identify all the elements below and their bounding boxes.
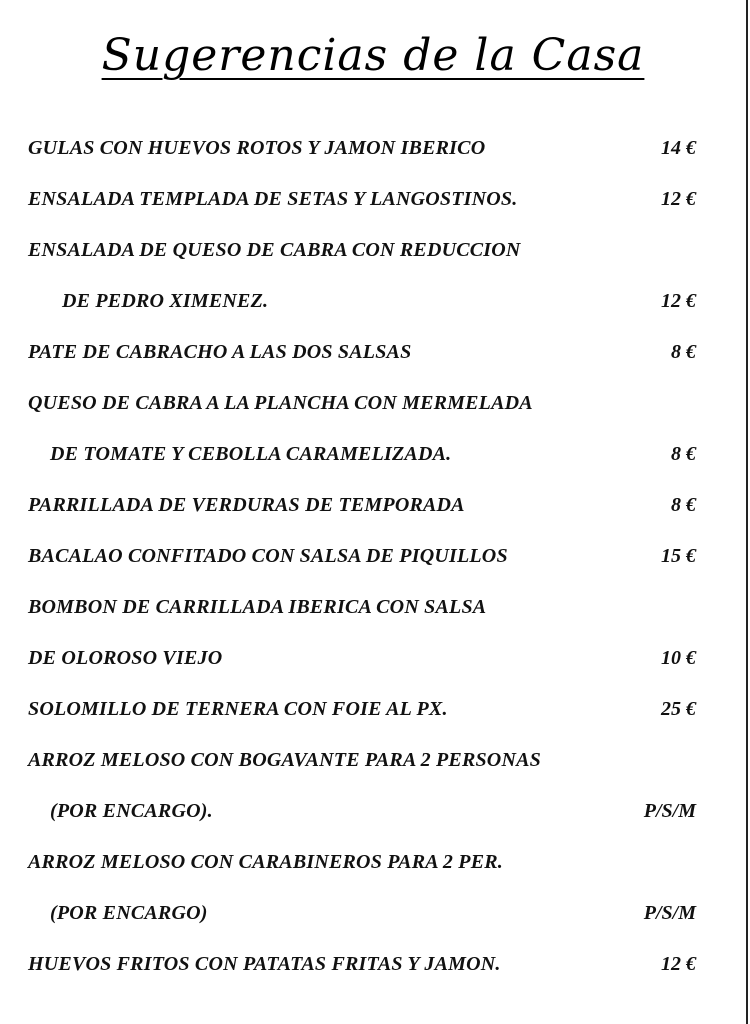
menu-item-price: 8 € <box>671 443 696 465</box>
menu-item-ensalada-queso-cont <box>0 290 748 320</box>
menu-item-name: SOLOMILLO DE TERNERA CON FOIE AL PX. <box>28 698 448 720</box>
menu-item-name: QUESO DE CABRA A LA PLANCHA CON MERMELADA <box>28 392 533 414</box>
page-title-text: Sugerencias de la Casa <box>101 30 645 81</box>
menu-item-price: P/S/M <box>643 902 696 924</box>
menu-item-queso-plancha-cont <box>0 443 748 473</box>
menu-item-ensalada-templada <box>0 188 748 218</box>
menu-item-price: 12 € <box>661 188 696 210</box>
menu-item-price: 15 € <box>661 545 696 567</box>
menu-item-price: 12 € <box>661 953 696 975</box>
menu-item-bombon <box>0 596 748 626</box>
menu-item-price: 12 € <box>661 290 696 312</box>
menu-item-name: BACALAO CONFITADO CON SALSA DE PIQUILLOS <box>28 545 508 567</box>
menu-item-name: DE OLOROSO VIEJO <box>28 647 223 669</box>
menu-item-arroz-bogavante-cont <box>0 800 748 830</box>
menu-item-name: ENSALADA TEMPLADA DE SETAS Y LANGOSTINOS. <box>28 188 518 210</box>
menu-item-name: ARROZ MELOSO CON BOGAVANTE PARA 2 PERSONAS <box>28 749 541 771</box>
menu-item-price: 8 € <box>671 341 696 363</box>
menu-item-pate <box>0 341 748 371</box>
menu-item-name: HUEVOS FRITOS CON PATATAS FRITAS Y JAMON. <box>28 953 501 975</box>
menu-item-name: PATE DE CABRACHO A LAS DOS SALSAS <box>28 341 412 363</box>
menu-item-bacalao <box>0 545 748 575</box>
menu-item-name: DE PEDRO XIMENEZ. <box>62 290 269 312</box>
menu-item-price: 10 € <box>661 647 696 669</box>
menu-item-queso-plancha <box>0 392 748 422</box>
menu-item-ensalada-queso <box>0 239 748 269</box>
menu-item-arroz-bogavante <box>0 749 748 779</box>
menu-item-name: (POR ENCARGO). <box>50 800 213 822</box>
menu-item-arroz-carabineros-cont <box>0 902 748 932</box>
menu-item-arroz-carabineros <box>0 851 748 881</box>
menu-item-price: 14 € <box>661 137 696 159</box>
menu-item-solomillo <box>0 698 748 728</box>
menu-item-price: 25 € <box>661 698 696 720</box>
menu-item-name: BOMBON DE CARRILLADA IBERICA CON SALSA <box>28 596 487 618</box>
menu-item-bombon-cont <box>0 647 748 677</box>
menu-item-name: ENSALADA DE QUESO DE CABRA CON REDUCCION <box>28 239 521 261</box>
menu-item-name: DE TOMATE Y CEBOLLA CARAMELIZADA. <box>50 443 452 465</box>
menu-item-price: P/S/M <box>643 800 696 822</box>
menu-item-price: 8 € <box>671 494 696 516</box>
menu-item-parrillada <box>0 494 748 524</box>
menu-item-name: ARROZ MELOSO CON CARABINEROS PARA 2 PER. <box>28 851 503 873</box>
menu-item-huevos-fritos <box>0 953 748 983</box>
menu-item-name: PARRILLADA DE VERDURAS DE TEMPORADA <box>28 494 465 516</box>
menu-item-gulas <box>0 137 748 167</box>
menu-item-name: (POR ENCARGO) <box>50 902 208 924</box>
menu-item-name: GULAS CON HUEVOS ROTOS Y JAMON IBERICO <box>28 137 486 159</box>
